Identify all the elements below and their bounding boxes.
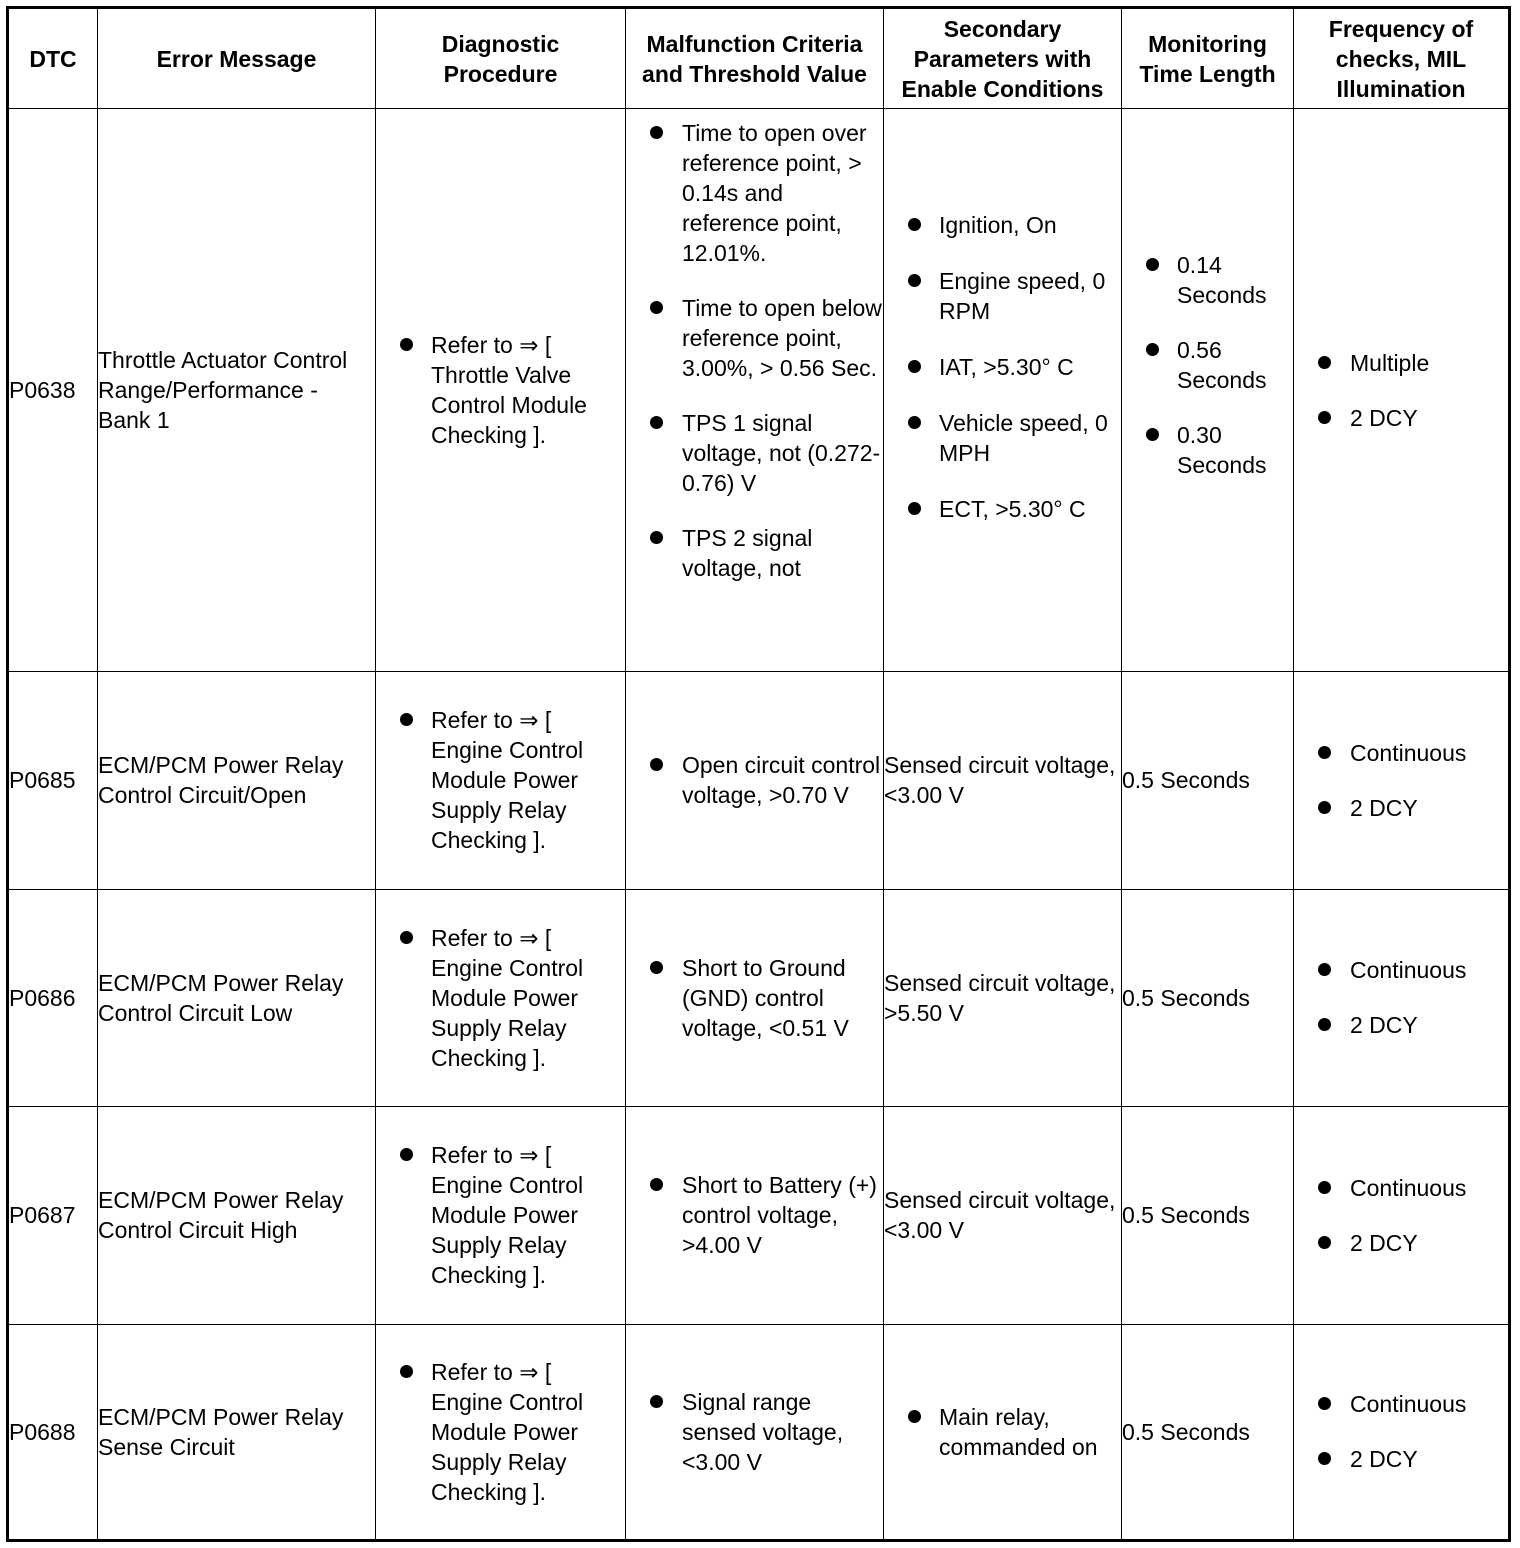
frequency-text: 2 DCY — [1350, 794, 1418, 821]
header-diagnostic-procedure: Diagnostic Procedure — [376, 8, 626, 109]
list-item — [1146, 335, 1293, 395]
list-item — [650, 293, 883, 383]
criteria-text: Short to Ground (GND) control voltage, <0.51 V — [682, 954, 849, 1041]
time-text: 0.14 Seconds — [1177, 252, 1267, 308]
bullet-list — [626, 953, 883, 1043]
frequency — [1294, 109, 1510, 672]
bullet-list — [376, 705, 625, 855]
list-item — [1318, 1010, 1508, 1040]
secondary-parameters — [884, 109, 1122, 672]
list-item — [908, 494, 1121, 524]
criteria-text: Open circuit control voltage, >0.70 V — [682, 752, 881, 809]
error-message: ECM/PCM Power Relay Control Circuit High — [98, 1107, 376, 1324]
bullet-list — [1294, 1389, 1508, 1474]
bullet-icon — [650, 126, 663, 139]
malfunction-criteria — [626, 1324, 884, 1540]
bullet-icon — [908, 502, 921, 515]
bullet-icon — [908, 416, 921, 429]
parameter-text: Vehicle speed, 0 MPH — [939, 410, 1108, 466]
bullet-icon — [650, 961, 663, 974]
frequency-text: Continuous — [1350, 739, 1467, 766]
list-item — [1318, 793, 1508, 823]
diagnostic-procedure — [376, 672, 626, 889]
dtc-code: P0688 — [8, 1324, 98, 1540]
bullet-list — [1122, 250, 1293, 480]
bullet-icon — [650, 416, 663, 429]
monitoring-time — [1122, 109, 1294, 672]
list-item — [650, 523, 883, 583]
bullet-list — [626, 1170, 883, 1260]
parameter-text: Engine speed, 0 RPM — [939, 268, 1106, 324]
dtc-table — [6, 6, 1511, 1542]
error-message: ECM/PCM Power Relay Control Circuit/Open — [98, 672, 376, 889]
bullet-list — [626, 1387, 883, 1477]
criteria-text: Signal range sensed voltage, <3.00 V — [682, 1388, 844, 1475]
procedure-text: Refer to ⇒ [ Engine Control Module Power Supply Relay Checking ]. — [431, 1358, 584, 1505]
list-item — [400, 923, 625, 1073]
malfunction-criteria — [626, 672, 884, 889]
frequency — [1294, 1107, 1510, 1324]
table-row — [8, 109, 1510, 672]
list-item — [1318, 348, 1508, 378]
dtc-code: P0686 — [8, 889, 98, 1106]
procedure-text: Refer to ⇒ [ Throttle Valve Control Module Checking ]. — [431, 332, 587, 449]
bullet-list — [1294, 348, 1508, 433]
list-item — [908, 1402, 1121, 1462]
parameter-text: IAT, >5.30° C — [939, 354, 1074, 380]
header-dtc: DTC — [8, 8, 98, 109]
bullet-icon — [650, 531, 663, 544]
list-item — [1318, 403, 1508, 433]
list-item — [400, 1140, 625, 1290]
bullet-list — [626, 118, 883, 583]
bullet-icon — [1318, 801, 1331, 814]
bullet-icon — [1146, 428, 1159, 441]
criteria-text: Time to open over reference point, > 0.14s and reference point, 12.01%. — [682, 120, 867, 266]
parameter-text: Main relay, commanded on — [939, 1403, 1098, 1460]
error-message: Throttle Actuator Control Range/Performance - Bank 1 — [98, 109, 376, 672]
frequency-text: 2 DCY — [1350, 1012, 1418, 1039]
dtc-code: P0685 — [8, 672, 98, 889]
bullet-list — [376, 1140, 625, 1290]
monitoring-time: 0.5 Seconds — [1122, 1107, 1294, 1324]
list-item — [650, 1170, 883, 1260]
secondary-parameters: Sensed circuit voltage, <3.00 V — [884, 672, 1122, 889]
list-item — [400, 1357, 625, 1507]
diagnostic-procedure — [376, 1107, 626, 1324]
frequency-text: Multiple — [1350, 349, 1430, 376]
bullet-list — [376, 1357, 625, 1507]
bullet-list — [1294, 738, 1508, 823]
parameter-text: Ignition, On — [939, 212, 1057, 238]
bullet-icon — [650, 301, 663, 314]
bullet-icon — [400, 1365, 413, 1378]
bullet-icon — [1318, 746, 1331, 759]
list-item — [650, 408, 883, 498]
bullet-icon — [908, 274, 921, 287]
frequency — [1294, 1324, 1510, 1540]
bullet-list — [376, 330, 625, 450]
frequency-text: Continuous — [1350, 957, 1467, 984]
bullet-icon — [908, 1410, 921, 1423]
bullet-list — [1294, 955, 1508, 1040]
frequency — [1294, 889, 1510, 1106]
criteria-text: Short to Battery (+) control voltage, >4.00 V — [682, 1172, 877, 1259]
bullet-icon — [400, 338, 413, 351]
bullet-icon — [1318, 356, 1331, 369]
bullet-list — [884, 1402, 1121, 1462]
diagnostic-procedure — [376, 889, 626, 1106]
header-frequency: Frequency of checks, MIL Illumination — [1294, 8, 1510, 109]
criteria-text: TPS 2 signal voltage, not — [682, 525, 813, 581]
header-error-message: Error Message — [98, 8, 376, 109]
list-item — [1318, 1389, 1508, 1419]
list-item — [908, 352, 1121, 382]
monitoring-time: 0.5 Seconds — [1122, 889, 1294, 1106]
bullet-icon — [1146, 343, 1159, 356]
criteria-text: TPS 1 signal voltage, not (0.272-0.76) V — [682, 410, 881, 496]
bullet-icon — [1318, 1236, 1331, 1249]
bullet-list — [1294, 1173, 1508, 1258]
list-item — [400, 705, 625, 855]
list-item — [650, 750, 883, 810]
dtc-code: P0687 — [8, 1107, 98, 1324]
list-item — [1318, 738, 1508, 768]
list-item — [650, 118, 883, 268]
table-row — [8, 672, 1510, 889]
header-monitoring-time: Monitoring Time Length — [1122, 8, 1294, 109]
list-item — [908, 266, 1121, 326]
parameter-text: ECT, >5.30° C — [939, 496, 1086, 522]
procedure-text: Refer to ⇒ [ Engine Control Module Power Supply Relay Checking ]. — [431, 924, 584, 1071]
frequency-text: Continuous — [1350, 1174, 1467, 1201]
malfunction-criteria — [626, 109, 884, 672]
frequency-text: 2 DCY — [1350, 1229, 1418, 1256]
bullet-list — [884, 210, 1121, 524]
table-row — [8, 1107, 1510, 1324]
secondary-parameters: Sensed circuit voltage, <3.00 V — [884, 1107, 1122, 1324]
error-message: ECM/PCM Power Relay Sense Circuit — [98, 1324, 376, 1540]
frequency-text: 2 DCY — [1350, 1446, 1418, 1473]
monitoring-time: 0.5 Seconds — [1122, 1324, 1294, 1540]
table-row — [8, 1324, 1510, 1540]
malfunction-criteria — [626, 1107, 884, 1324]
list-item — [1318, 955, 1508, 985]
header-row — [8, 8, 1510, 109]
bullet-list — [626, 750, 883, 810]
malfunction-criteria — [626, 889, 884, 1106]
dtc-code: P0638 — [8, 109, 98, 672]
monitoring-time: 0.5 Seconds — [1122, 672, 1294, 889]
list-item — [1318, 1173, 1508, 1203]
list-item — [1318, 1444, 1508, 1474]
bullet-icon — [908, 218, 921, 231]
secondary-parameters: Sensed circuit voltage, >5.50 V — [884, 889, 1122, 1106]
list-item — [908, 210, 1121, 240]
time-text: 0.56 Seconds — [1177, 337, 1267, 393]
bullet-icon — [650, 1395, 663, 1408]
procedure-text: Refer to ⇒ [ Engine Control Module Power Supply Relay Checking ]. — [431, 707, 584, 854]
list-item — [650, 953, 883, 1043]
frequency — [1294, 672, 1510, 889]
secondary-parameters — [884, 1324, 1122, 1540]
criteria-text: Time to open below reference point, 3.00%, > 0.56 Sec. — [682, 295, 882, 381]
procedure-text: Refer to ⇒ [ Engine Control Module Power Supply Relay Checking ]. — [431, 1142, 584, 1289]
bullet-icon — [1318, 411, 1331, 424]
bullet-icon — [1318, 1181, 1331, 1194]
bullet-list — [376, 923, 625, 1073]
diagnostic-procedure — [376, 1324, 626, 1540]
bullet-icon — [1146, 258, 1159, 271]
list-item — [400, 330, 625, 450]
error-message: ECM/PCM Power Relay Control Circuit Low — [98, 889, 376, 1106]
list-item — [1318, 1228, 1508, 1258]
frequency-text: 2 DCY — [1350, 404, 1418, 431]
bullet-icon — [400, 931, 413, 944]
header-malfunction-criteria: Malfunction Criteria and Threshold Value — [626, 8, 884, 109]
list-item — [650, 1387, 883, 1477]
header-secondary-parameters: Secondary Parameters with Enable Conditions — [884, 8, 1122, 109]
list-item — [1146, 250, 1293, 310]
list-item — [908, 408, 1121, 468]
diagnostic-procedure — [376, 109, 626, 672]
time-text: 0.30 Seconds — [1177, 422, 1267, 478]
table-row — [8, 889, 1510, 1106]
list-item — [1146, 420, 1293, 480]
frequency-text: Continuous — [1350, 1391, 1467, 1418]
bullet-icon — [908, 360, 921, 373]
